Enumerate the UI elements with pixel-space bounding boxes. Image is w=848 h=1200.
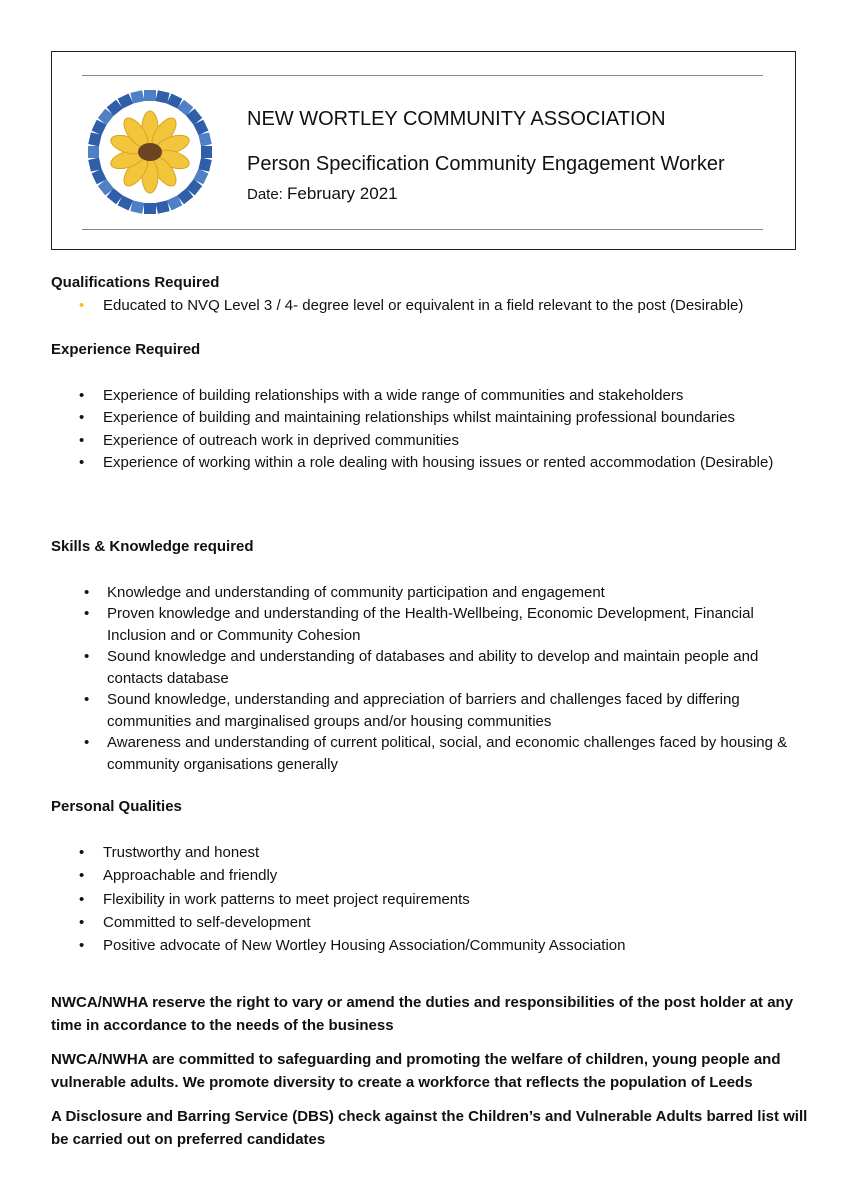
bullet-list <box>51 582 811 776</box>
bullet-icon: • <box>84 648 90 665</box>
bullet-icon: • <box>84 605 90 622</box>
document-title: Person Specification Community Engagement Worker <box>247 153 725 175</box>
skills-section <box>51 536 811 775</box>
logo-tile <box>198 157 211 171</box>
bullet-icon: • <box>79 844 85 862</box>
list-item-text: Experience of working within a role dealing with housing issues or rented accommodation (Desirable) <box>103 454 774 471</box>
list-item-text: Positive advocate of New Wortley Housing Association/Community Association <box>103 937 626 955</box>
list-item <box>51 582 811 604</box>
list-item-text: Experience of building and maintaining relationships whilst maintaining professional boundaries <box>103 409 736 426</box>
section-heading: Personal Qualities <box>51 798 182 815</box>
list-item-text: Experience of outreach work in deprived communities <box>103 431 460 449</box>
logo-tile <box>198 132 211 146</box>
note-paragraph: NWCA/NWHA reserve the right to vary or amend the duties and responsibilities of the post holder at any time in accordance to the needs of the business <box>51 994 794 1034</box>
bullet-icon: • <box>79 296 85 314</box>
bullet-icon: • <box>79 431 85 449</box>
bullet-icon: • <box>79 890 85 908</box>
section-heading: Experience Required <box>51 341 201 358</box>
logo-tile <box>88 132 101 146</box>
list-item <box>51 841 811 864</box>
list-item <box>51 911 811 934</box>
list-item <box>51 888 811 911</box>
list-item-text: Approachable and friendly <box>103 867 278 885</box>
divider <box>82 229 763 230</box>
logo-tile <box>88 157 101 171</box>
bullet-list <box>51 385 811 475</box>
note-paragraph: A Disclosure and Barring Service (DBS) check against the Children’s and Vulnerable Adults barred list will be carried out on preferred candidates <box>51 1108 808 1148</box>
list-item-text: Committed to self-development <box>103 913 311 931</box>
personal-section <box>51 795 811 957</box>
divider <box>82 75 763 76</box>
list-item <box>51 646 811 689</box>
bullet-icon: • <box>84 691 90 708</box>
date-label: Date: <box>247 186 283 203</box>
bullet-list <box>51 841 811 957</box>
logo-tile <box>155 200 169 213</box>
logo-tile <box>155 90 169 103</box>
experience-section <box>51 339 811 475</box>
list-item <box>51 934 811 957</box>
logo-tile <box>201 146 212 158</box>
list-item-text: Proven knowledge and understanding of the Health-Wellbeing, Economic Development, Financial Inclusion and or Community Cohesion <box>107 605 754 644</box>
section-heading: Skills & Knowledge required <box>51 538 254 555</box>
list-item <box>51 689 811 732</box>
list-item <box>51 385 811 408</box>
bullet-icon: • <box>79 409 85 426</box>
bullet-icon: • <box>79 867 85 885</box>
list-item-text: Sound knowledge and understanding of databases and ability to develop and maintain people and contacts database <box>107 648 759 687</box>
list-item <box>51 430 811 453</box>
bullet-list <box>51 295 811 318</box>
section-heading: Qualifications Required <box>51 274 220 291</box>
list-item <box>51 864 811 887</box>
list-item-text: Trustworthy and honest <box>103 844 260 862</box>
logo-tile <box>144 90 156 101</box>
list-item <box>51 407 811 430</box>
list-item-text: Experience of building relationships with a wide range of communities and stakeholders <box>103 386 684 404</box>
list-item <box>51 732 811 775</box>
list-item-text: Awareness and understanding of current political, social, and economic challenges faced by housing & community organisations generally <box>107 734 788 773</box>
bullet-icon: • <box>79 937 85 955</box>
bullet-icon: • <box>84 583 90 601</box>
sunflower-logo-icon <box>86 88 214 216</box>
list-item <box>51 452 811 475</box>
date-value: February 2021 <box>287 184 398 203</box>
list-item-text: Knowledge and understanding of community participation and engagement <box>107 583 605 601</box>
bullet-icon: • <box>79 913 85 931</box>
logo-tile <box>88 146 99 158</box>
logo-tile <box>144 203 156 214</box>
qualifications-section <box>51 272 811 317</box>
date <box>247 184 398 204</box>
bullet-icon: • <box>84 734 90 751</box>
list-item <box>51 295 811 318</box>
logo-center <box>138 143 162 161</box>
bullet-icon: • <box>79 386 85 404</box>
bullet-icon: • <box>79 454 85 471</box>
logo-tile <box>130 200 144 213</box>
list-item-text: Sound knowledge, understanding and appreciation of barriers and challenges faced by differing communities and marginalised groups and/or housing communities <box>107 691 740 730</box>
list-item <box>51 603 811 646</box>
note-paragraph: NWCA/NWHA are committed to safeguarding and promoting the welfare of children, young people and vulnerable adults. We promote diversity to create a workforce that reflects the population of Leeds <box>51 1051 781 1091</box>
logo-tile <box>130 90 144 103</box>
org-name: NEW WORTLEY COMMUNITY ASSOCIATION <box>247 108 666 130</box>
list-item-text: Flexibility in work patterns to meet project requirements <box>103 890 470 908</box>
list-item-text: Educated to NVQ Level 3 / 4- degree level or equivalent in a field relevant to the post (Desirable) <box>103 296 744 314</box>
